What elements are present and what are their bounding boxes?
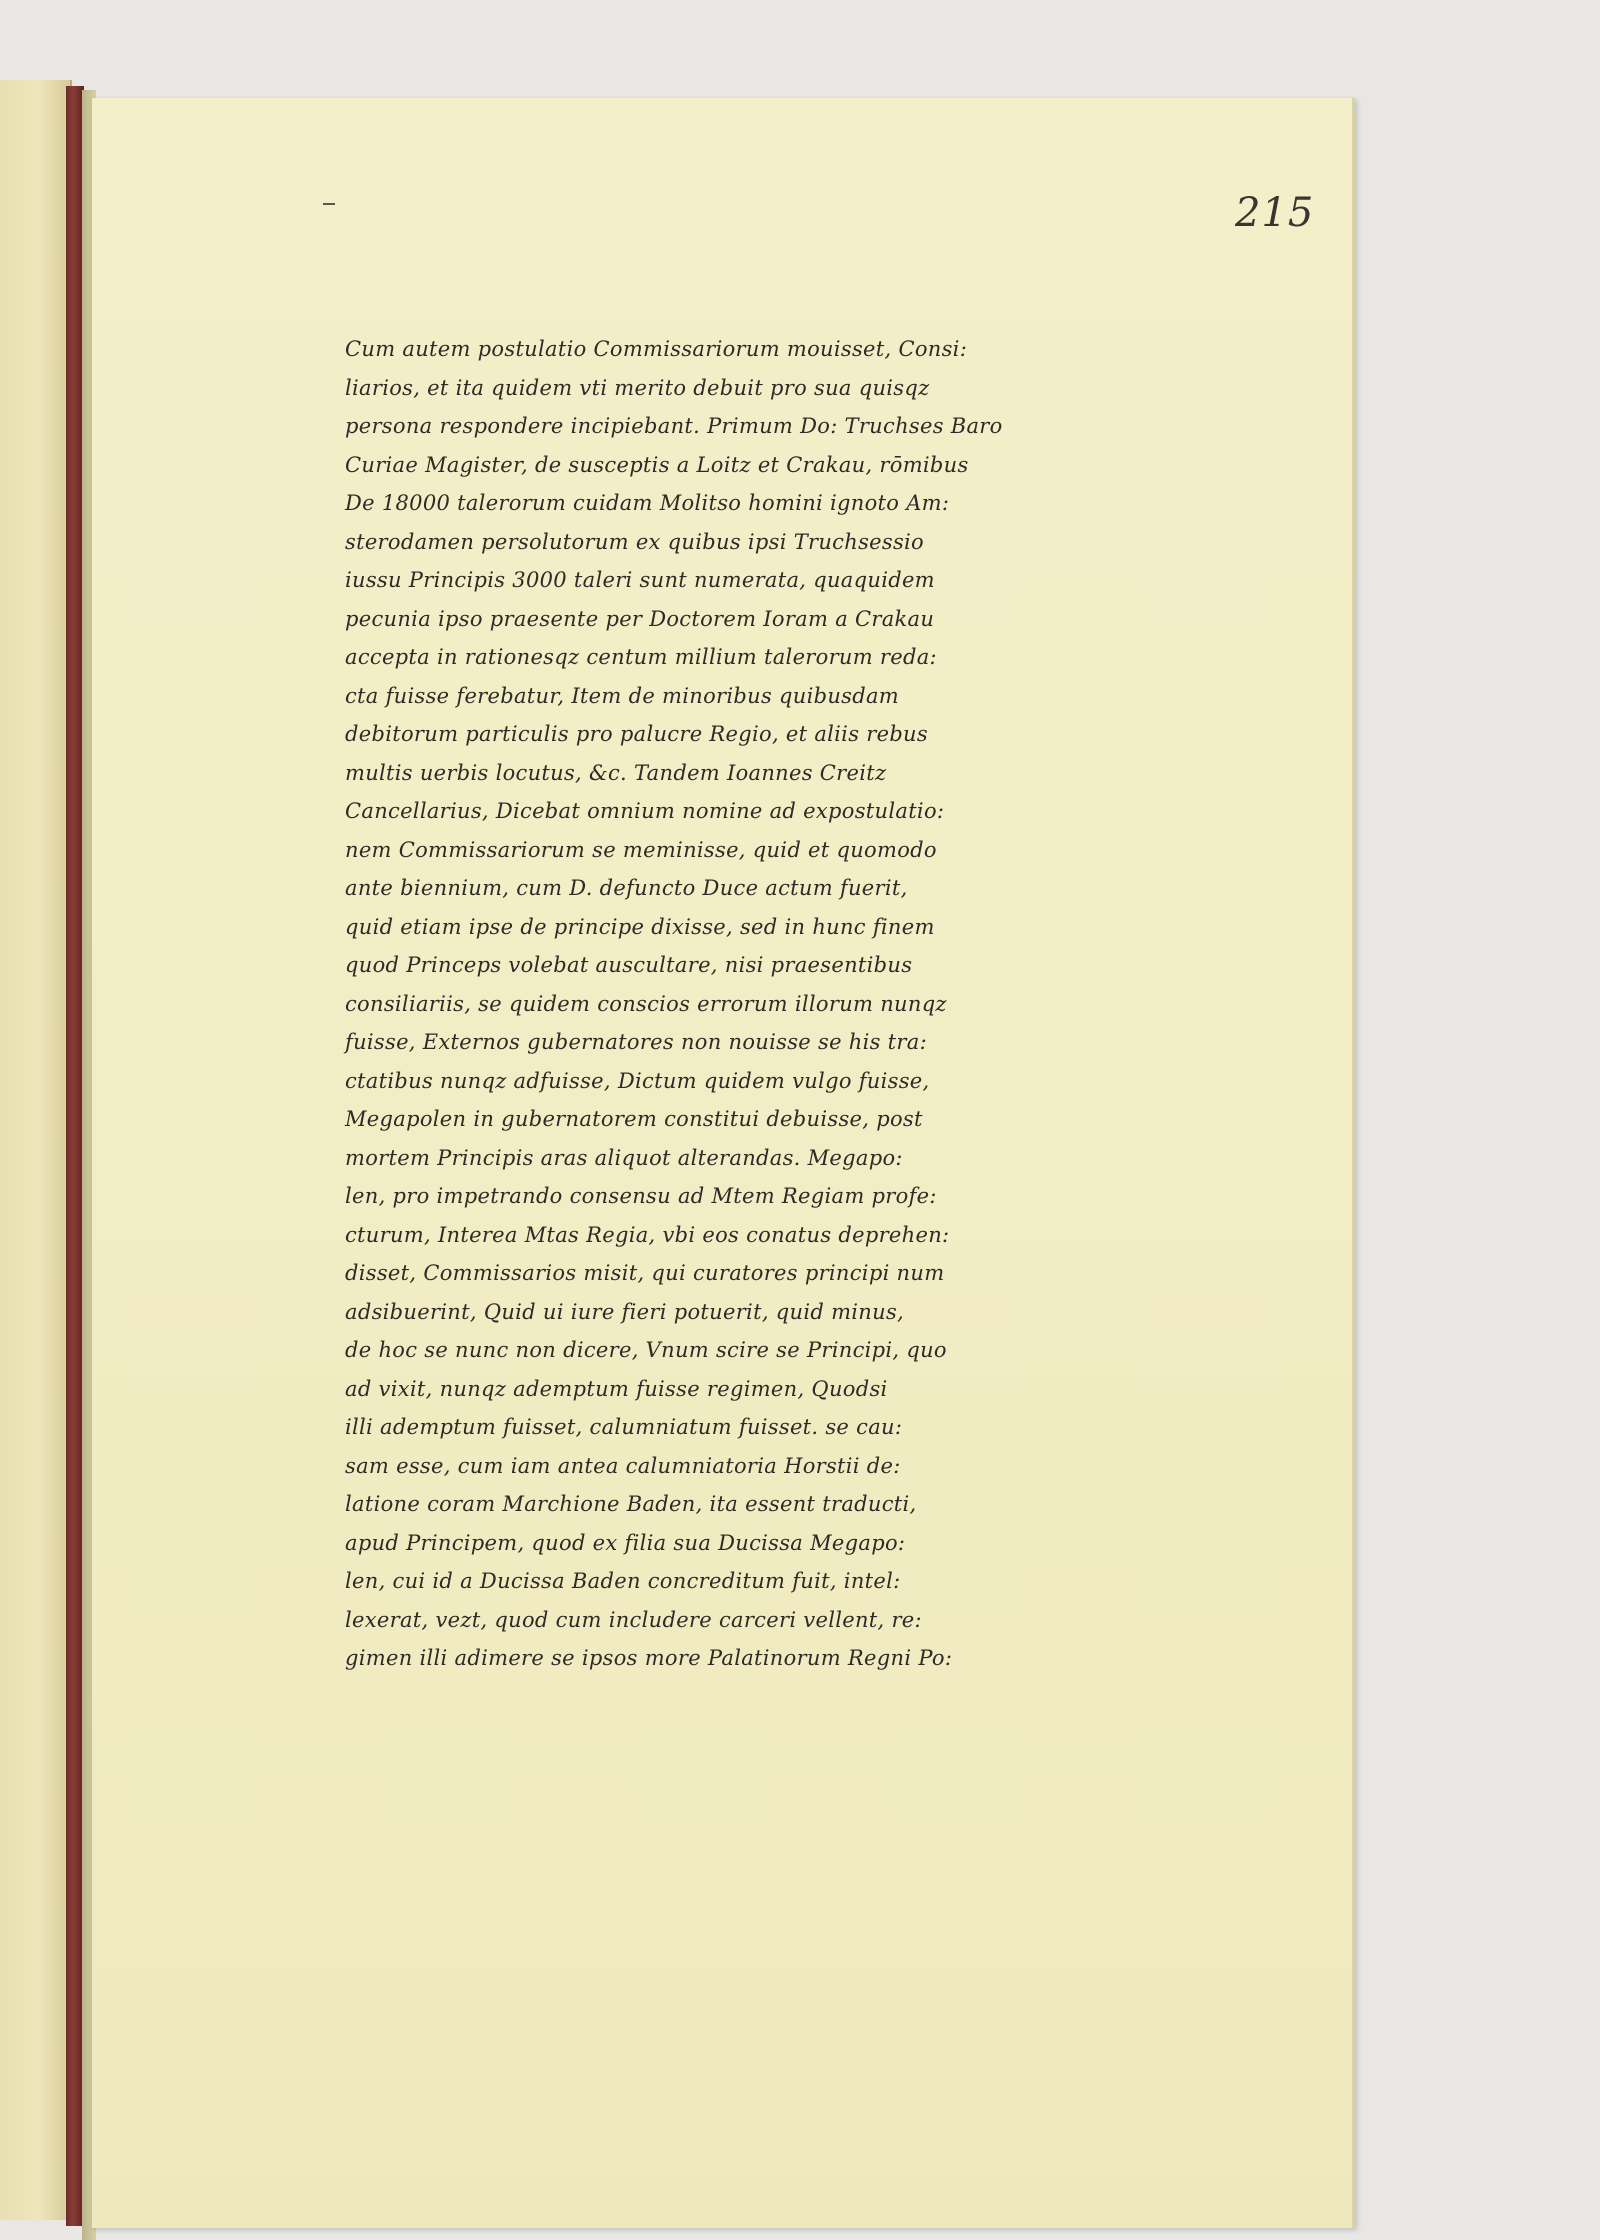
manuscript-line: adsibuerint, Quid ui iure fieri potuerit, quid minus, bbox=[345, 1299, 904, 1324]
manuscript-line: de hoc se nunc non dicere, Vnum scire se Principi, quo bbox=[345, 1338, 947, 1362]
manuscript-line: gimen illi adimere se ipsos more Palatinorum Regni Po: bbox=[345, 1646, 953, 1670]
manuscript-line: liarios, et ita quidem vti merito debuit pro sua quisqz bbox=[345, 375, 930, 400]
manuscript-line: len, cui id a Ducissa Baden concreditum fuit, intel: bbox=[345, 1569, 901, 1593]
left-page-edge bbox=[0, 80, 72, 2220]
manuscript-line: cturum, Interea Mtas Regia, vbi eos conatus deprehen: bbox=[345, 1222, 950, 1247]
manuscript-line: multis uerbis locutus, &c. Tandem Ioannes Creitz bbox=[345, 760, 887, 785]
manuscript-line: illi ademptum fuisset, calumniatum fuisset. se cau: bbox=[345, 1415, 903, 1439]
manuscript-line: ctatibus nunqz adfuisse, Dictum quidem vulgo fuisse, bbox=[345, 1068, 930, 1093]
folio-number: 215 bbox=[1235, 190, 1315, 236]
manuscript-line: cta fuisse ferebatur, Item de minoribus quibusdam bbox=[345, 683, 900, 708]
manuscript-line: fuisse, Externos gubernatores non nouisse se his tra: bbox=[345, 1030, 927, 1054]
manuscript-line: Megapolen in gubernatorem constitui debuisse, post bbox=[345, 1107, 923, 1131]
manuscript-line: Curiae Magister, de susceptis a Loitz et Crakau, rōmibus bbox=[345, 452, 969, 477]
manuscript-line: debitorum particulis pro palucre Regio, et aliis rebus bbox=[345, 722, 928, 746]
manuscript-line: De 18000 talerorum cuidam Molitso homini ignoto Am: bbox=[345, 491, 950, 515]
manuscript-line: pecunia ipso praesente per Doctorem Ioram a Crakau bbox=[345, 606, 935, 631]
manuscript-line: sam esse, cum iam antea calumniatoria Horstii de: bbox=[345, 1453, 901, 1478]
manuscript-text-block bbox=[345, 330, 1115, 1678]
manuscript-line: accepta in rationesqz centum millium talerorum reda: bbox=[345, 645, 937, 669]
manuscript-line: mortem Principis aras aliquot alterandas. Megapo: bbox=[345, 1145, 903, 1170]
manuscript-line: lexerat, vezt, quod cum includere carceri vellent, re: bbox=[345, 1607, 922, 1632]
manuscript-line: nem Commissariorum se meminisse, quid et quomodo bbox=[345, 837, 937, 862]
manuscript-line: Cum autem postulatio Commissariorum mouisset, Consi: bbox=[345, 337, 968, 361]
manuscript-line: ad vixit, nunqz ademptum fuisse regimen, Quodsi bbox=[345, 1376, 888, 1401]
manuscript-line: consiliariis, se quidem conscios errorum illorum nunqz bbox=[345, 991, 947, 1016]
manuscript-line: latione coram Marchione Baden, ita essent traducti, bbox=[345, 1492, 917, 1516]
manuscript-line: len, pro impetrando consensu ad Mtem Regiam profe: bbox=[345, 1184, 937, 1208]
manuscript-line: disset, Commissarios misit, qui curatores principi num bbox=[345, 1261, 945, 1285]
manuscript-line: sterodamen persolutorum ex quibus ipsi Truchsessio bbox=[345, 529, 924, 554]
manuscript-line: quid etiam ipse de principe dixisse, sed in hunc finem bbox=[345, 914, 935, 939]
manuscript-line: apud Principem, quod ex filia sua Ducissa Megapo: bbox=[345, 1530, 906, 1555]
manuscript-line: iussu Principis 3000 taleri sunt numerata, quaquidem bbox=[345, 568, 935, 592]
manuscript-line: persona respondere incipiebant. Primum Do: Truchses Baro bbox=[345, 414, 1003, 438]
manuscript-line: ante biennium, cum D. defuncto Duce actum fuerit, bbox=[345, 876, 908, 900]
manuscript-line: Cancellarius, Dicebat omnium nomine ad expostulatio: bbox=[345, 799, 945, 823]
manuscript-line: quod Princeps volebat auscultare, nisi praesentibus bbox=[345, 953, 913, 977]
margin-dash bbox=[323, 203, 335, 205]
